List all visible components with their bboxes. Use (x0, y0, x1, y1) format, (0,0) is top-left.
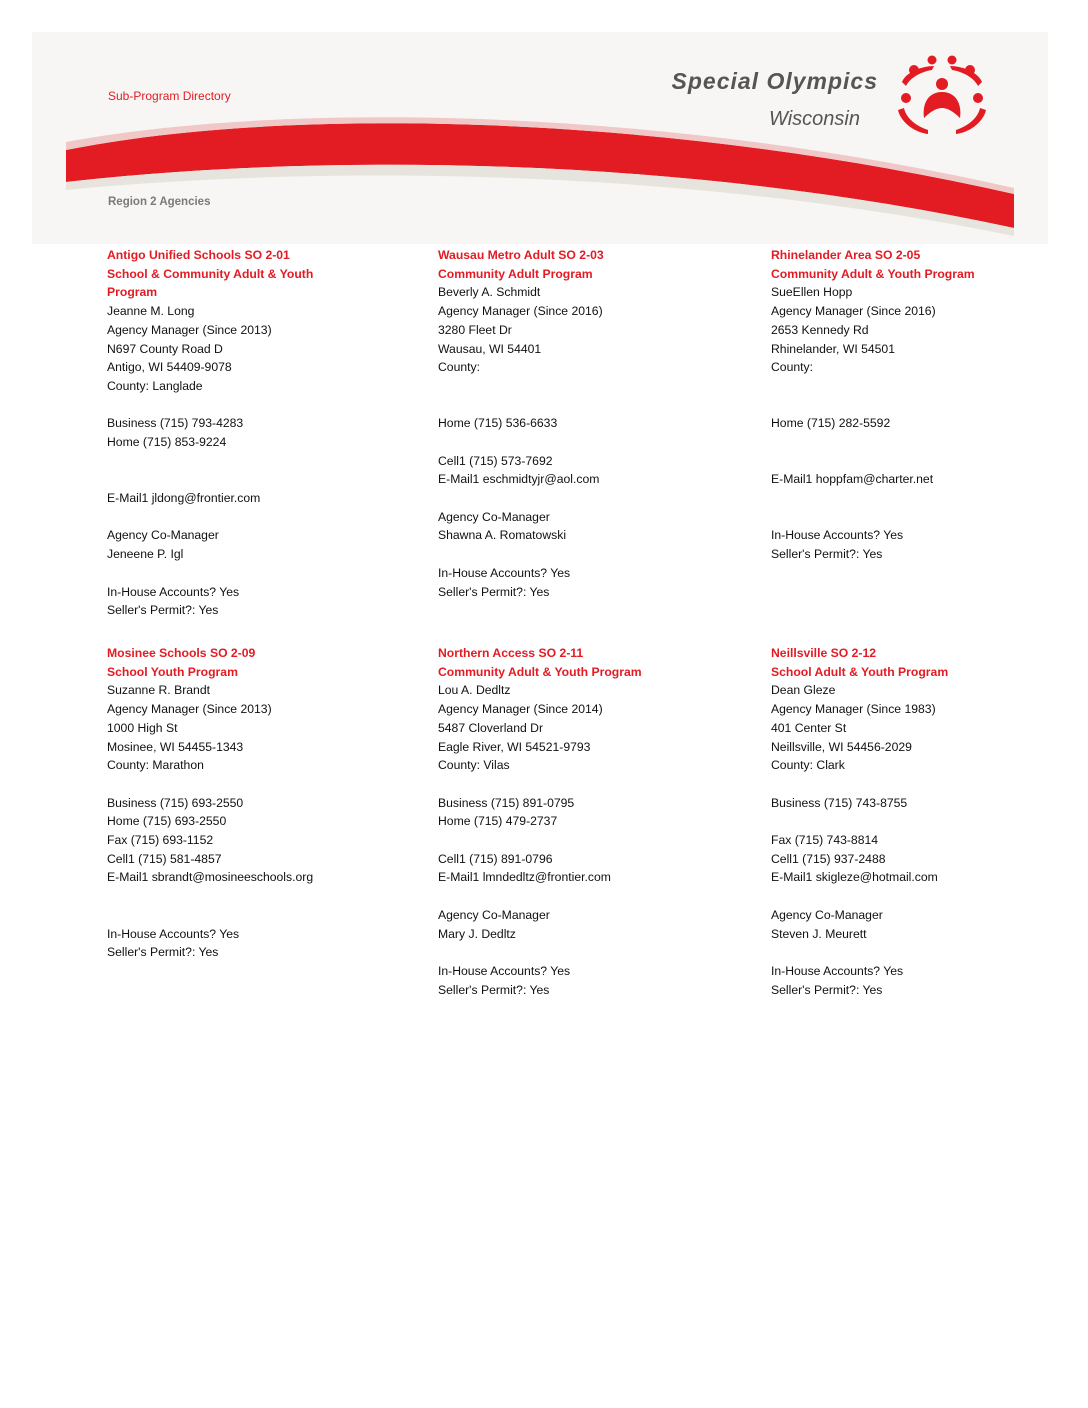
agency-sellers-permit: Seller's Permit?: Yes (107, 945, 219, 960)
agency-program: School Youth Program (107, 664, 238, 679)
agency-home-phone: Home (715) 479-2737 (438, 814, 558, 829)
agency-email: E-Mail1 lmndedltz@frontier.com (438, 870, 611, 885)
agency-co-manager-label: Agency Co-Manager (107, 528, 219, 543)
agency-business-phone: Business (715) 693-2550 (107, 795, 244, 810)
agency-business-phone: Business (715) 743-8755 (771, 795, 908, 810)
agency-in-house-accounts: In-House Accounts? Yes (438, 963, 571, 978)
agency-address-line2: Rhinelander, WI 54501 (771, 341, 895, 356)
agency-manager: Beverly A. Schmidt (438, 285, 541, 300)
agency-county: County: Vilas (438, 758, 510, 773)
agency-in-house-accounts: In-House Accounts? Yes (771, 528, 904, 543)
agency-email: E-Mail1 skigleze@hotmail.com (771, 870, 938, 885)
agency-address-line2: Mosinee, WI 54455-1343 (107, 739, 244, 754)
agency-manager-role: Agency Manager (Since 1983) (771, 702, 936, 717)
agency-business-phone: Business (715) 793-4283 (107, 416, 244, 431)
letterhead (32, 32, 1048, 244)
agency-title: Northern Access SO 2-11 (438, 646, 584, 660)
agency-manager: Dean Gleze (771, 683, 836, 698)
agency-entry (771, 246, 1071, 564)
agency-address-line1: 401 Center St (771, 720, 847, 735)
agency-co-manager-label: Agency Co-Manager (438, 907, 550, 922)
agency-program: Community Adult & Youth Program (771, 266, 975, 281)
agency-fax: Fax (715) 743-8814 (771, 833, 879, 847)
agency-in-house-accounts: In-House Accounts? Yes (771, 963, 904, 978)
agency-email: E-Mail1 hoppfam@charter.net (771, 472, 934, 487)
agency-title: Neillsville SO 2-12 (771, 646, 877, 660)
agency-cell-phone: Cell1 (715) 581-4857 (107, 851, 222, 866)
agency-entry (438, 644, 738, 999)
agency-program: School & Community Adult & Youth Program (107, 266, 314, 300)
agency-sellers-permit: Seller's Permit?: Yes (438, 584, 550, 599)
agency-cell-phone: Cell1 (715) 891-0796 (438, 851, 553, 866)
agency-email: E-Mail1 eschmidtyjr@aol.com (438, 472, 600, 487)
agency-cell-phone: Cell1 (715) 937-2488 (771, 851, 886, 866)
agency-manager: Lou A. Dedltz (438, 683, 511, 698)
agency-address-line1: N697 County Road D (107, 341, 223, 356)
agency-program: Community Adult & Youth Program (438, 664, 642, 679)
agency-county: County: (771, 360, 814, 375)
agency-title: Antigo Unified Schools SO 2-01 (107, 248, 290, 262)
agency-home-phone: Home (715) 693-2550 (107, 814, 227, 829)
agency-in-house-accounts: In-House Accounts? Yes (438, 565, 571, 580)
agency-manager-role: Agency Manager (Since 2014) (438, 702, 603, 717)
region-heading: Region 2 Agencies (108, 196, 211, 208)
agency-email: E-Mail1 jldong@frontier.com (107, 491, 261, 506)
agency-title: Wausau Metro Adult SO 2-03 (438, 248, 604, 262)
agency-in-house-accounts: In-House Accounts? Yes (107, 926, 240, 941)
agency-manager-role: Agency Manager (Since 2013) (107, 322, 272, 337)
brand-name: Special Olympics (671, 68, 878, 94)
agency-address-line2: Neillsville, WI 54456-2029 (771, 739, 912, 754)
agency-program: School Adult & Youth Program (771, 664, 949, 679)
agency-business-phone: Business (715) 891-0795 (438, 795, 575, 810)
agency-cell-phone: Cell1 (715) 573-7692 (438, 453, 553, 468)
agency-co-manager-label: Agency Co-Manager (771, 907, 883, 922)
special-olympics-logo-icon (892, 52, 992, 138)
brand-state: Wisconsin (769, 108, 860, 130)
agency-co-manager-label: Agency Co-Manager (438, 509, 550, 524)
agency-county: County: Langlade (107, 378, 203, 393)
agency-manager-role: Agency Manager (Since 2013) (107, 702, 272, 717)
agency-sellers-permit: Seller's Permit?: Yes (438, 982, 550, 997)
agency-address-line2: Eagle River, WI 54521-9793 (438, 739, 591, 754)
agency-sellers-permit: Seller's Permit?: Yes (771, 982, 883, 997)
agency-co-manager: Shawna A. Romatowski (438, 528, 567, 543)
agency-manager: SueEllen Hopp (771, 285, 853, 300)
agency-in-house-accounts: In-House Accounts? Yes (107, 584, 240, 599)
agency-home-phone: Home (715) 853-9224 (107, 435, 227, 450)
agency-address-line1: 1000 High St (107, 720, 178, 735)
agency-title: Mosinee Schools SO 2-09 (107, 646, 256, 660)
agency-co-manager: Jeneene P. Igl (107, 547, 184, 562)
agency-sellers-permit: Seller's Permit?: Yes (107, 603, 219, 618)
document-subtitle: Sub-Program Directory (108, 89, 231, 103)
agency-manager-role: Agency Manager (Since 2016) (771, 304, 936, 319)
agency-address-line2: Antigo, WI 54409-9078 (107, 360, 232, 375)
agency-address-line1: 2653 Kennedy Rd (771, 322, 869, 337)
agency-home-phone: Home (715) 282-5592 (771, 416, 891, 431)
agency-county: County: Marathon (107, 758, 204, 773)
agency-home-phone: Home (715) 536-6633 (438, 416, 558, 431)
agency-manager: Jeanne M. Long (107, 304, 195, 319)
agency-co-manager: Mary J. Dedltz (438, 926, 516, 941)
agency-manager-role: Agency Manager (Since 2016) (438, 304, 603, 319)
agency-county: County: (438, 360, 481, 375)
agency-co-manager: Steven J. Meurett (771, 926, 867, 941)
agency-address-line1: 5487 Cloverland Dr (438, 720, 544, 735)
agency-address-line2: Wausau, WI 54401 (438, 341, 542, 356)
agency-manager: Suzanne R. Brandt (107, 683, 210, 698)
agency-address-line1: 3280 Fleet Dr (438, 322, 512, 337)
agency-program: Community Adult Program (438, 266, 593, 281)
agency-title: Rhinelander Area SO 2-05 (771, 248, 921, 262)
agency-fax: Fax (715) 693-1152 (107, 833, 214, 848)
agency-entry (771, 644, 1071, 999)
agency-entry (438, 246, 738, 601)
agency-sellers-permit: Seller's Permit?: Yes (771, 547, 883, 562)
agency-entry (107, 644, 407, 962)
agency-email: E-Mail1 sbrandt@mosineeschools.org (107, 870, 314, 885)
agency-entry (107, 246, 407, 620)
agency-county: County: Clark (771, 758, 845, 773)
